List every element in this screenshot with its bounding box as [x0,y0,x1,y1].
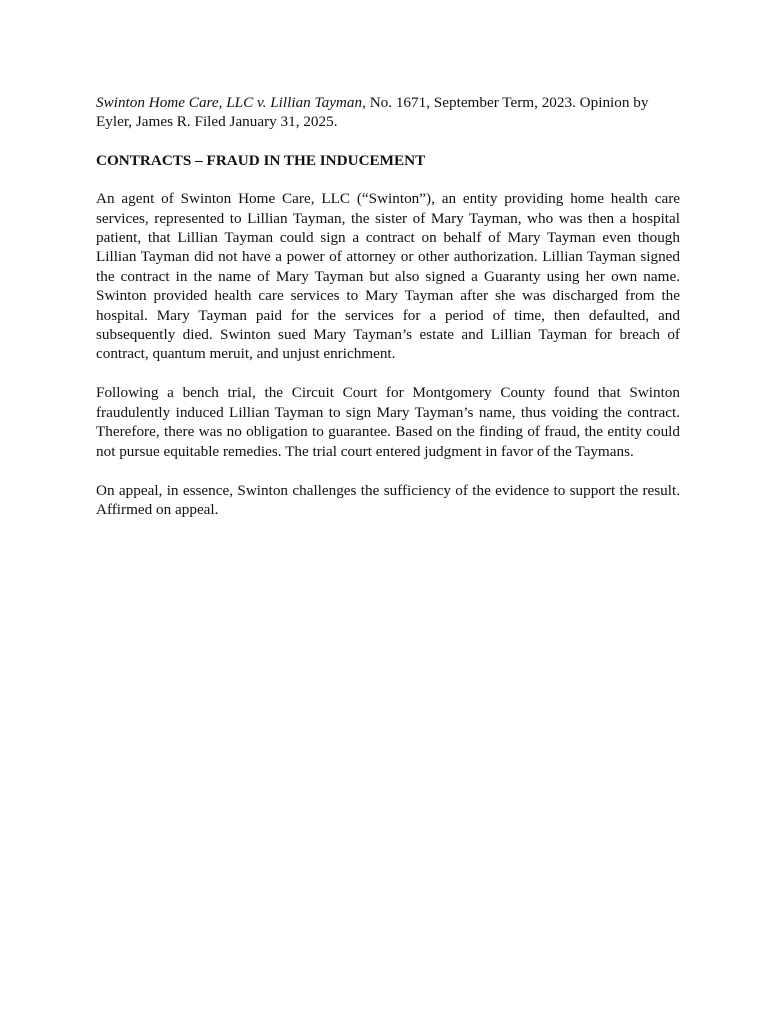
citation-details: , No. 1671, September Term, 2023. Opinion by Eyler, James R. Filed January 31, 2025. [96,94,649,131]
summary-paragraph-2: Following a bench trial, the Circuit Court for Montgomery County found that Swinton fraudulently induced Lillian Tayman to sign Mary Tayman’s name, thus voiding the contract. Therefore, there was no obligation to guarantee. Based on the finding of fraud, the entity could not pursue equitable remedies. The trial court entered judgment in favor of the Taymans. [96,384,680,460]
case-name: Swinton Home Care, LLC v. Lillian Tayman [96,94,363,111]
summary-paragraph-3: On appeal, in essence, Swinton challenges the sufficiency of the evidence to support the result. Affirmed on appeal. [96,481,680,518]
summary-paragraph-1: An agent of Swinton Home Care, LLC (“Swinton”), an entity providing home health care services, represented to Lillian Tayman, the sister of Mary Tayman, who was then a hospital patient, that Lillian Tayman could sign a contract on behalf of Mary Tayman even though Lillian Tayman did not have a power of attorney or other authorization. Lillian Tayman signed the contract in the name of Mary Tayman but also signed a Guaranty using her own name. Swinton provided health care services to Mary Tayman after she was discharged from the hospital. Mary Tayman paid for the services for a period of time, then defaulted, and subsequently died. Swinton sued Mary Tayman’s estate and Lillian Tayman for breach of contract, quantum meruit, and unjust enrichment. [96,190,680,363]
document-body [96,93,680,539]
section-heading: CONTRACTS – FRAUD IN THE INDUCEMENT [96,151,426,169]
case-citation [96,93,680,132]
